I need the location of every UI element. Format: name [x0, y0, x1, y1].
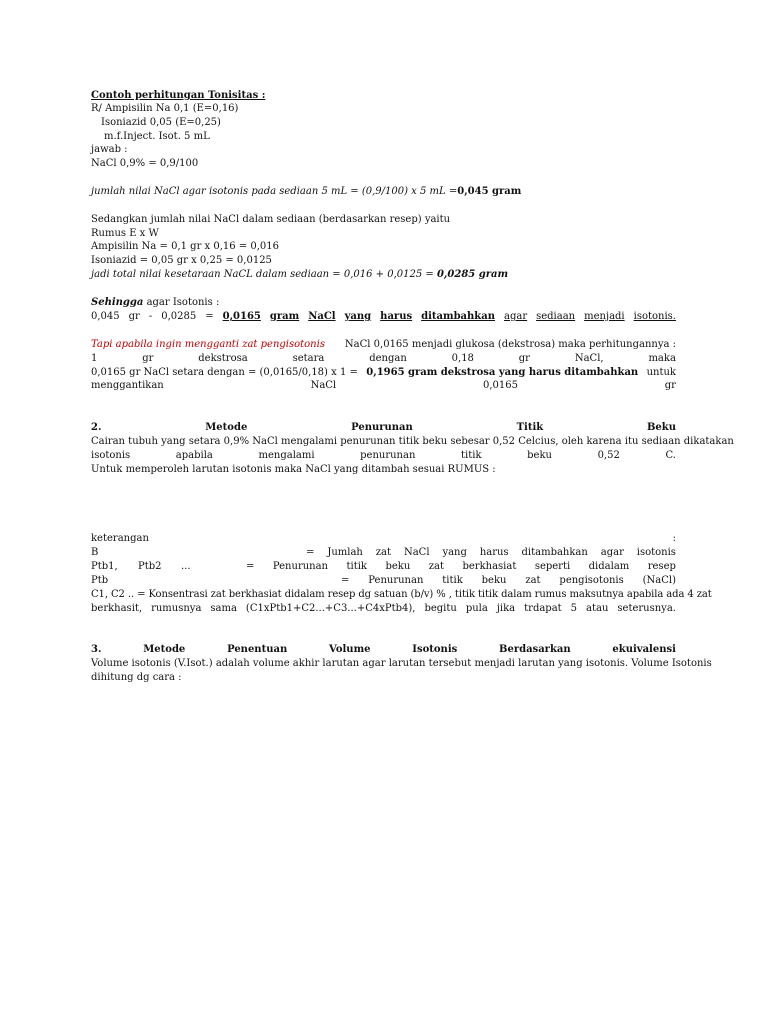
para-word: isotonis	[91, 450, 131, 461]
glukosa-word: 0,18	[451, 353, 474, 364]
isoniazid-line: Isoniazid = 0,05 gr x 0,25 = 0,0125	[91, 255, 272, 266]
menggantikan-word: menggantikan	[91, 380, 164, 391]
def-word: titik	[346, 561, 367, 572]
para-word: begitu	[424, 603, 457, 614]
def-word: (NaCl)	[642, 575, 676, 586]
def-word: beku	[481, 575, 507, 586]
jawab-label: jawab :	[91, 144, 128, 155]
def-word: zat	[428, 561, 444, 572]
keterangan-colon: :	[672, 533, 676, 544]
heading-word: Penentuan	[227, 644, 288, 655]
para-word: apabila	[175, 450, 213, 461]
keterangan-line	[91, 532, 676, 546]
berkhasit-line	[91, 602, 676, 616]
glukosa-word: setara	[292, 353, 325, 364]
heading-word: Penurunan	[351, 422, 413, 433]
recipe-line-2: Isoniazid 0,05 (E=0,25)	[101, 117, 221, 128]
ptb-label: Ptb	[91, 575, 109, 586]
calc-result-word: gram	[269, 311, 300, 322]
glukosa-word: dengan	[369, 353, 407, 364]
para-word: jika	[496, 603, 516, 614]
calc-tail-word: isotonis.	[633, 311, 676, 322]
total-line	[91, 268, 676, 282]
sehingga-word: Sehingga	[91, 297, 144, 308]
heading-word: Beku	[646, 422, 676, 433]
nacl-concentration: NaCl 0,9% = 0,9/100	[91, 158, 199, 169]
b-label: B	[91, 547, 99, 558]
para-word: beku	[527, 450, 552, 461]
glukosa-word: dekstrosa	[198, 353, 248, 364]
def-word: =	[246, 561, 255, 572]
def-word: yang	[442, 547, 467, 558]
c-line: C1, C2 .. = Konsentrasi zat berkhasiat didalam resep dg satuan (b/v) % , titik titik dalam rumus maksutnya apabila ada 4 zat	[91, 589, 712, 600]
para-word: sama	[210, 603, 237, 614]
ampisilin-line: Ampisilin Na = 0,1 gr x 0,16 = 0,016	[91, 241, 279, 252]
def-word: seperti	[534, 561, 571, 572]
para-word: trdapat	[524, 603, 562, 614]
recipe-line-3: m.f.Inject. Isot. 5 mL	[104, 131, 210, 142]
ptb1-label: Ptb1,	[91, 561, 118, 572]
def-word: isotonis	[636, 547, 676, 558]
def-word: harus	[479, 547, 509, 558]
tapi-red-text: Tapi apabila ingin mengganti zat pengisotonis	[91, 339, 325, 350]
sehingga-rest: agar Isotonis :	[143, 297, 220, 308]
section2-para2	[91, 449, 676, 463]
section3-para2: dihitung dg cara :	[91, 672, 182, 683]
glukosa-word: maka	[648, 353, 676, 364]
def-word: =	[306, 547, 315, 558]
tapi-rest-text: NaCl 0,0165 menjadi glukosa (dekstrosa) maka perhitungannya :	[344, 339, 676, 350]
def-word: zat	[375, 547, 392, 558]
calc-result-word: yang	[344, 311, 372, 322]
ptb-definition	[341, 574, 676, 588]
section2-para1: Cairan tubuh yang setara 0,9% NaCl mengalami penurunan titik beku sebesar 0,52 Celcius, oleh karena itu sediaan dikatakan	[91, 436, 734, 447]
heading-word: Berdasarkan	[499, 644, 571, 655]
para-word: seterusnya.	[617, 603, 676, 614]
glukosa-word: 1	[91, 353, 98, 364]
def-word: Jumlah	[327, 547, 363, 558]
def-word: NaCl	[403, 547, 430, 558]
calc-tail-word: agar	[504, 311, 528, 322]
heading-word: ekuivalensi	[612, 644, 676, 655]
para-word: (C1xPtb1+C2...+C3...+C4xPtb4),	[245, 603, 416, 614]
total-result: 0,0285 gram	[436, 269, 509, 280]
heading-word: Volume	[328, 644, 371, 655]
def-word: =	[341, 575, 350, 586]
def-word: Penurunan	[368, 575, 424, 586]
para-word: C.	[665, 450, 676, 461]
calc-result-word: 0,0165	[222, 311, 261, 322]
section2-para3: Untuk memperoleh larutan isotonis maka NaCl yang ditambah sesuai RUMUS :	[91, 464, 496, 475]
calc-tail-word: menjadi	[584, 311, 625, 322]
heading-word: 3.	[91, 644, 102, 655]
para-word: atau	[586, 603, 609, 614]
para-word: 0,52	[597, 450, 620, 461]
calc-word: gr	[128, 311, 140, 322]
def-word: titik	[442, 575, 463, 586]
def-word: berkhasiat	[462, 561, 517, 572]
calc-line	[91, 310, 676, 324]
keterangan-label: keterangan	[91, 533, 149, 544]
para-word: 5	[570, 603, 578, 614]
section2-heading	[91, 421, 676, 435]
glukosa-line	[91, 352, 676, 366]
calc-word: 0,045	[91, 311, 120, 322]
b-definition	[306, 546, 676, 560]
calc-word: =	[205, 311, 214, 322]
heading-word: Titik	[516, 422, 544, 433]
section3-para1: Volume isotonis (V.Isot.) adalah volume akhir larutan agar larutan tersebut menjadi larutan yang isotonis. Volume Isotonis	[91, 658, 712, 669]
calc-result-word: NaCl	[308, 311, 336, 322]
def-word: pengisotonis	[559, 575, 624, 586]
rumus-line: Rumus E x W	[91, 228, 159, 239]
section3-heading	[91, 643, 676, 657]
setara-result: 0,1965 gram dekstrosa yang harus ditambahkan	[366, 367, 639, 378]
def-word: resep	[647, 561, 676, 572]
sehingga-line	[91, 296, 676, 310]
jumlah-result: 0,045 gram	[457, 186, 522, 197]
para-word: rumusnya	[151, 603, 202, 614]
calc-word: -	[148, 311, 153, 322]
jumlah-line	[91, 185, 676, 199]
ptb-line	[91, 574, 676, 588]
menggantikan-word: gr	[664, 380, 676, 391]
calc-word: 0,0285	[161, 311, 197, 322]
calc-result-word: ditambahkan	[421, 311, 495, 322]
glukosa-word: gr	[518, 353, 530, 364]
heading-word: Metode	[205, 422, 248, 433]
para-word: titik	[461, 450, 482, 461]
total-text: jadi total nilai kesetaraan NaCL dalam sediaan = 0,016 + 0,0125 =	[91, 269, 434, 280]
def-word: didalam	[588, 561, 630, 572]
setara-text: 0,0165 gr NaCl setara dengan = (0,0165/0,18) x 1 =	[91, 367, 358, 378]
tapi-line	[91, 338, 676, 352]
para-word: penurunan	[360, 450, 416, 461]
def-word: ditambahkan	[521, 547, 588, 558]
calc-tail-word: sediaan	[536, 311, 576, 322]
b-line	[91, 546, 676, 560]
ptb2-label: Ptb2	[138, 561, 162, 572]
sedangkan-line: Sedangkan jumlah nilai NaCl dalam sediaan (berdasarkan resep) yaitu	[91, 214, 451, 225]
def-word: agar	[600, 547, 624, 558]
heading-word: Metode	[143, 644, 186, 655]
section-title: Contoh perhitungan Tonisitas :	[91, 90, 266, 101]
ptb1-line	[91, 560, 676, 574]
ptb-ellipsis: ...	[181, 561, 191, 572]
heading-word: 2.	[91, 422, 102, 433]
calc-result-word: harus	[380, 311, 413, 322]
menggantikan-line	[91, 379, 676, 393]
ptb1-definition	[246, 560, 676, 574]
def-word: zat	[525, 575, 541, 586]
menggantikan-word: 0,0165	[482, 380, 518, 391]
setara-line	[91, 366, 676, 380]
glukosa-word: gr	[142, 353, 154, 364]
def-word: Penurunan	[272, 561, 329, 572]
para-word: berkhasit,	[91, 603, 143, 614]
def-word: beku	[385, 561, 411, 572]
para-word: pula	[465, 603, 488, 614]
heading-word: Isotonis	[412, 644, 458, 655]
glukosa-word: NaCl,	[574, 353, 604, 364]
menggantikan-word: NaCl	[310, 380, 337, 391]
para-word: mengalami	[258, 450, 315, 461]
setara-tail: untuk	[646, 367, 676, 378]
jumlah-text: jumlah nilai NaCl agar isotonis pada sediaan 5 mL = (0,9/100) x 5 mL =	[91, 186, 458, 197]
recipe-line-1: R/ Ampisilin Na 0,1 (E=0,16)	[91, 103, 239, 114]
